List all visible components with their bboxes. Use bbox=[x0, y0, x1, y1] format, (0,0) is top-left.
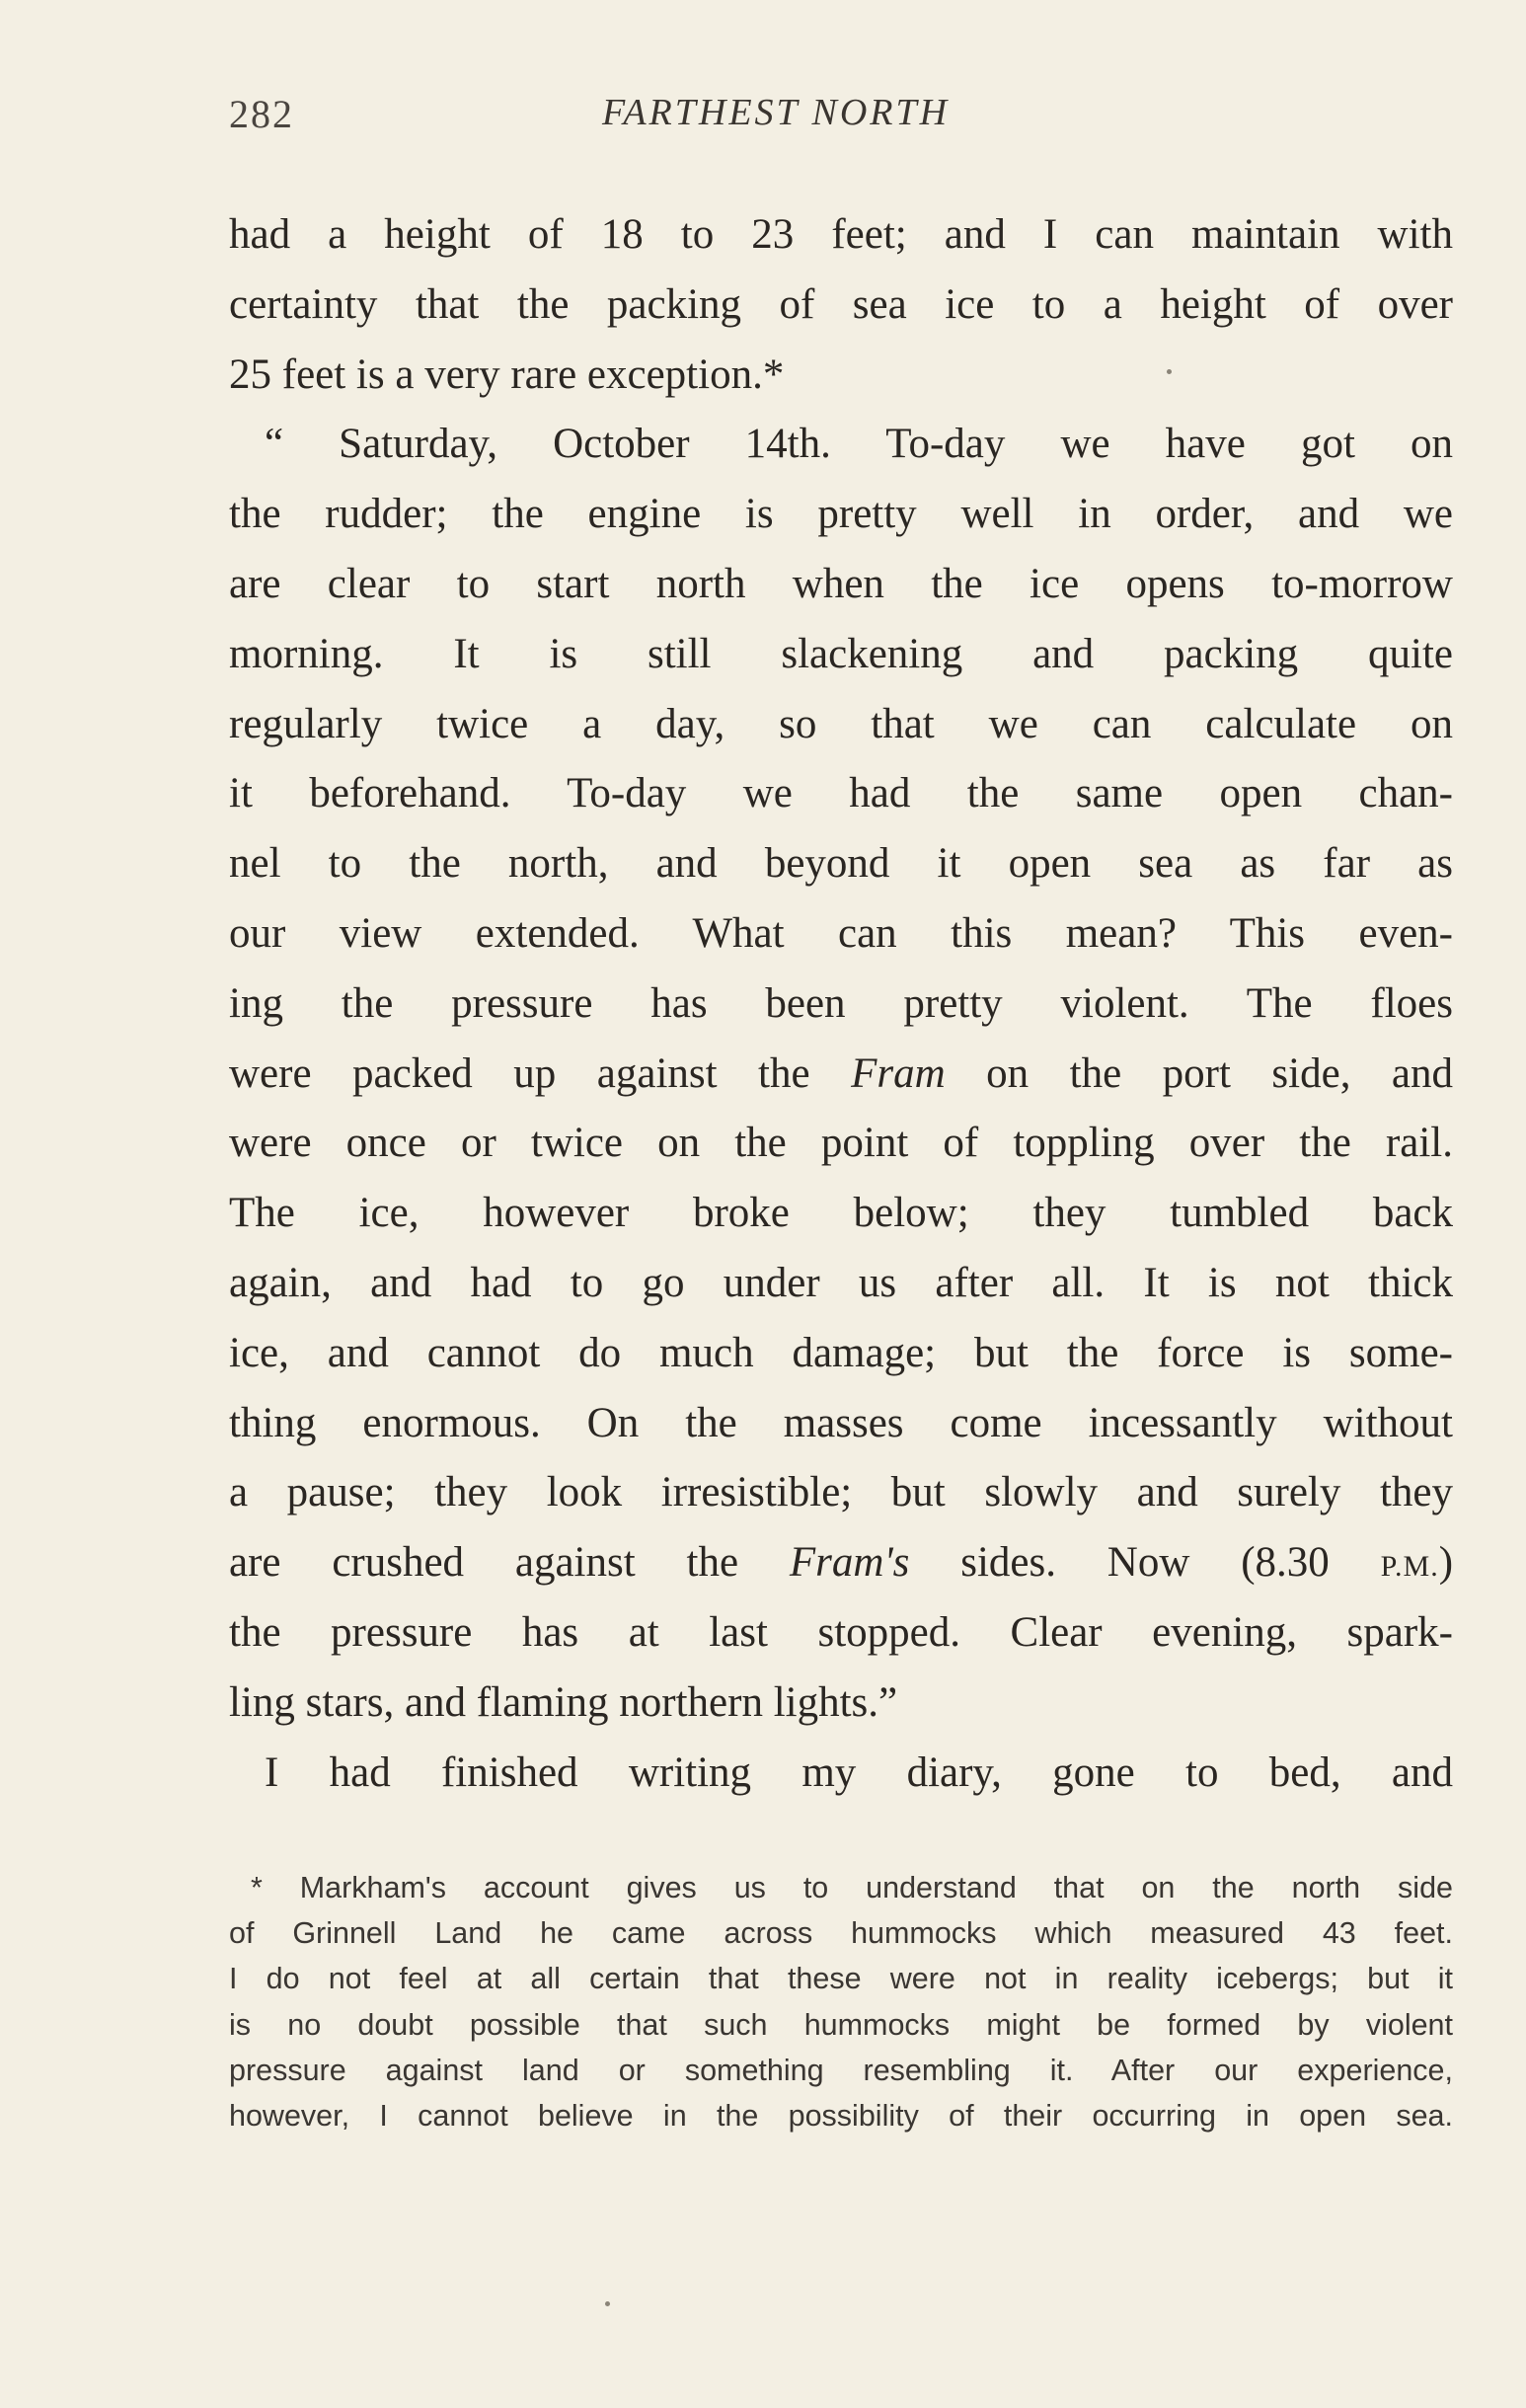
text-fragment: on the port side, and bbox=[986, 1049, 1453, 1097]
text-line: 25 feet is a very rare exception.* bbox=[229, 350, 785, 398]
text-line: our view extended. What can this mean? This even- bbox=[229, 909, 1453, 957]
text-fragment: sides. Now (8.30 bbox=[960, 1539, 1330, 1587]
text-line: ling stars, and flaming northern lights.” bbox=[229, 1678, 898, 1726]
text-line: nel to the north, and beyond it open sea as far as bbox=[229, 840, 1453, 888]
text-line: ing the pressure has been pretty violent. The floes bbox=[229, 979, 1453, 1027]
paper-speck bbox=[1167, 369, 1172, 374]
running-head bbox=[229, 91, 1453, 150]
ship-name-italic: Fram bbox=[851, 1049, 946, 1097]
footnote-line: * Markham's account gives us to understand that on the north side bbox=[251, 1871, 1453, 1904]
text-line: again, and had to go under us after all. It is not thick bbox=[229, 1259, 1453, 1306]
text-line: are clear to start north when the ice opens to-morrow bbox=[229, 560, 1453, 607]
ship-name-italic: Fram's bbox=[789, 1539, 910, 1587]
text-line: the pressure has at last stopped. Clear evening, spark- bbox=[229, 1608, 1453, 1656]
text-line: thing enormous. On the masses come incessantly without bbox=[229, 1399, 1453, 1446]
text-line: I had finished writing my diary, gone to bed, and bbox=[265, 1748, 1453, 1796]
text-line: ice, and cannot do much damage; but the force is some- bbox=[229, 1329, 1453, 1376]
text-line: the rudder; the engine is pretty well in order, and we bbox=[229, 491, 1453, 538]
footnote-line: I do not feel at all certain that these were not in reality icebergs; but it bbox=[229, 1962, 1453, 1996]
footnote bbox=[229, 1865, 1453, 2138]
footnote-line: is no doubt possible that such hummocks might be formed by violent bbox=[229, 2007, 1453, 2042]
text-line: “ Saturday, October 14th. To-day we have got on bbox=[265, 421, 1453, 468]
paper-speck bbox=[605, 2301, 610, 2306]
body-text bbox=[229, 200, 1453, 1808]
page-number: 282 bbox=[229, 92, 294, 136]
text-line: regularly twice a day, so that we can calculate on bbox=[229, 700, 1453, 747]
text-fragment: were packed up against the bbox=[229, 1049, 810, 1097]
text-line: it beforehand. To-day we had the same open chan- bbox=[229, 770, 1453, 817]
time-suffix: P.M. bbox=[1380, 1550, 1439, 1584]
footnote-line: pressure against land or something resembling it. After our experience, bbox=[229, 2053, 1453, 2087]
text-line: a pause; they look irresistible; but slowly and surely they bbox=[229, 1469, 1453, 1516]
text-line: morning. It is still slackening and packing quite bbox=[229, 630, 1453, 677]
text-line: certainty that the packing of sea ice to a height of over bbox=[229, 280, 1453, 328]
footnote-line: of Grinnell Land he came across hummocks which measured 43 feet. bbox=[229, 1916, 1453, 1951]
text-line bbox=[229, 1528, 1453, 1598]
text-line bbox=[229, 1040, 1453, 1110]
footnote-line: however, I cannot believe in the possibility of their occurring in open sea. bbox=[229, 2098, 1453, 2133]
running-title: FARTHEST NORTH bbox=[602, 92, 951, 133]
text-line: were once or twice on the point of toppling over the rail. bbox=[229, 1120, 1453, 1167]
text-fragment: ) bbox=[1438, 1539, 1453, 1587]
text-line: The ice, however broke below; they tumbled back bbox=[229, 1190, 1453, 1237]
text-line: had a height of 18 to 23 feet; and I can maintain with bbox=[229, 211, 1453, 258]
text-fragment: are crushed against the bbox=[229, 1539, 739, 1587]
